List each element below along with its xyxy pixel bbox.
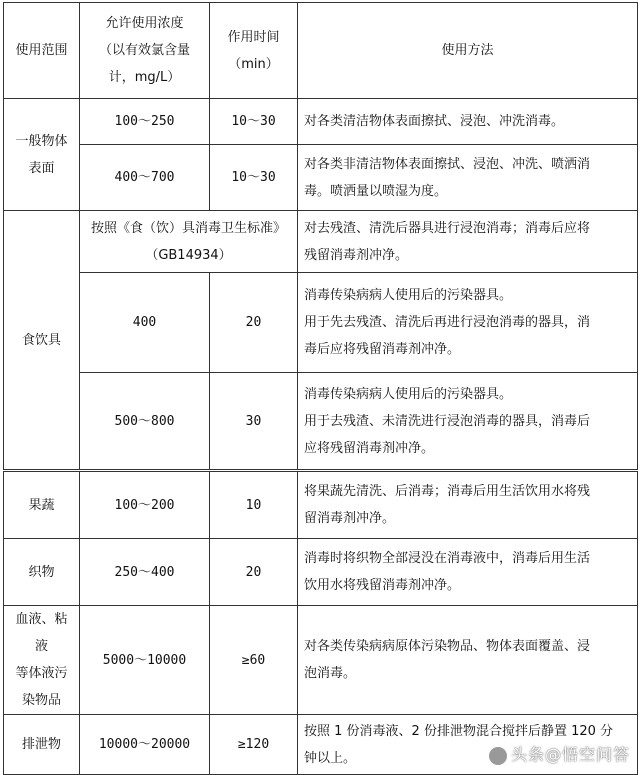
table-row — [4, 273, 638, 373]
table-row — [4, 471, 638, 539]
watermark: 头条@悟空问答 — [489, 742, 630, 765]
disinfection-table — [3, 2, 638, 775]
duration-cell: 20 — [210, 273, 298, 373]
table-row — [4, 373, 638, 471]
method-cell: 消毒传染病病人使用后的污染器具。 用于先去残渣、清洗后再进行浸泡消毒的器具，消 毒后应将残留消毒剂冲净。 — [298, 273, 638, 373]
scope-surface: 一般物体 表面 — [4, 99, 80, 211]
duration-cell: 10～30 — [210, 145, 298, 211]
duration-cell: ≥60 — [210, 606, 298, 715]
concentration-cell: 400 — [80, 273, 210, 373]
header-scope: 使用范围 — [4, 3, 80, 99]
scope-fruit: 果蔬 — [4, 471, 80, 539]
concentration-cell: 250～400 — [80, 539, 210, 606]
method-cell: 对各类清洁物体表面擦拭、浸泡、冲洗消毒。 — [298, 99, 638, 145]
duration-cell: 10 — [210, 471, 298, 539]
concentration-cell: 500～800 — [80, 373, 210, 471]
method-cell: 消毒传染病病人使用后的污染器具。 用于去残渣、未清洗进行浸泡消毒的器具，消毒后 应将残留消毒剂冲净。 — [298, 373, 638, 471]
method-cell: 消毒时将织物全部浸没在消毒液中，消毒后用生活 饮用水将残留消毒剂冲净。 — [298, 539, 638, 606]
scope-excreta: 排泄物 — [4, 715, 80, 775]
method-cell: 对各类传染病病原体污染物品、物体表面覆盖、浸 泡消毒。 — [298, 606, 638, 715]
table-row — [4, 606, 638, 715]
table-row — [4, 99, 638, 145]
duration-cell: ≥120 — [210, 715, 298, 775]
table-row — [4, 539, 638, 606]
scope-blood: 血液、粘液 等体液污 染物品 — [4, 606, 80, 715]
duration-cell: 30 — [210, 373, 298, 471]
concentration-cell: 400～700 — [80, 145, 210, 211]
header-duration: 作用时间 （min） — [210, 3, 298, 99]
method-cell: 将果蔬先清洗、后消毒；消毒后用生活饮用水将残 留消毒剂冲净。 — [298, 471, 638, 539]
standard-reference-cell: 按照《食（饮）具消毒卫生标准》 （GB14934） — [80, 211, 298, 273]
duration-cell: 10～30 — [210, 99, 298, 145]
scope-fabric: 织物 — [4, 539, 80, 606]
scope-tableware: 食饮具 — [4, 211, 80, 471]
method-cell: 对各类非清洁物体表面擦拭、浸泡、冲洗、喷洒消 毒。喷洒量以喷湿为度。 — [298, 145, 638, 211]
header-concentration: 允许使用浓度 （以有效氯含量 计，mg/L） — [80, 3, 210, 99]
table-row — [4, 145, 638, 211]
method-cell: 按照 1 份消毒液、2 份排泄物混合搅拌后静置 120 分 钟以上。 — [298, 715, 638, 775]
header-row — [4, 3, 638, 99]
platform-logo-icon — [489, 747, 507, 765]
concentration-cell: 10000～20000 — [80, 715, 210, 775]
concentration-cell: 5000～10000 — [80, 606, 210, 715]
concentration-cell: 100～250 — [80, 99, 210, 145]
header-method: 使用方法 — [298, 3, 638, 99]
duration-cell: 20 — [210, 539, 298, 606]
method-cell: 对去残渣、清洗后器具进行浸泡消毒；消毒后应将 残留消毒剂冲净。 — [298, 211, 638, 273]
concentration-cell: 100～200 — [80, 471, 210, 539]
table-row — [4, 211, 638, 273]
